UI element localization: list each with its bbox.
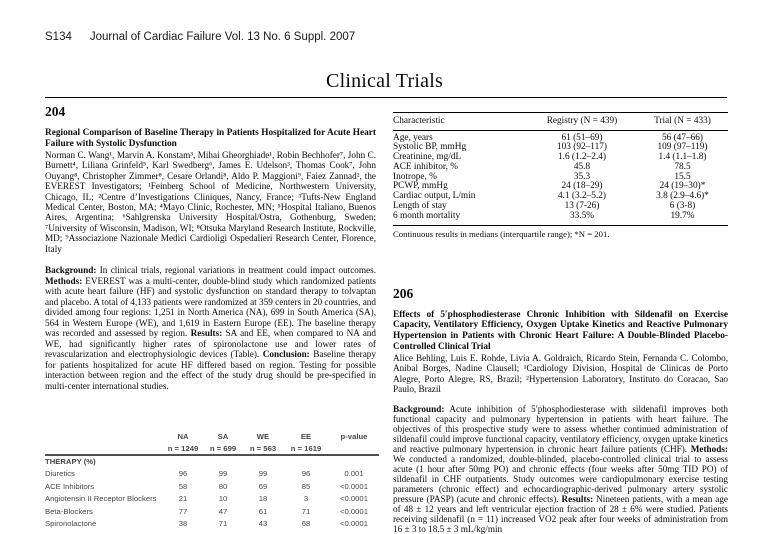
table-row — [45, 505, 379, 518]
row-label: ACE Inhibitors — [45, 481, 95, 491]
cell: 68 — [301, 519, 311, 529]
n-value: n = 563 — [243, 443, 283, 456]
abstract-204 — [45, 104, 376, 391]
n-value: n = 1619 — [283, 443, 329, 456]
cell: 47 — [218, 506, 228, 516]
col-header: Characteristic — [393, 113, 527, 131]
col-header: NA — [177, 431, 189, 441]
page-number: S134 — [45, 31, 72, 43]
body-text: Baseline therapy for patients hospitalized for acute HF differed based on region. Testing for possible interaction between region and the effect of the study drug should be pre-specified in multi-center international studies. — [45, 349, 376, 391]
body-text: We conducted a randomized, double-blinded, placebo-controlled clinical trial to assess acute (1 hour after 50mg PO) and chronic effects (four weeks after 50mg TID PO) of sildenafil in CHF outpatients. Study outcomes were cardiopulmonary exercise testing parameters (chronic effect) and echocardiographic-derived pulmonary artery systolic pressure (PASP) (acute and chronic effects). — [393, 453, 728, 504]
row-label: Length of stay — [393, 200, 447, 211]
cell: 15.5 — [674, 171, 691, 182]
results-label: Results: — [190, 328, 223, 339]
cell: 71 — [218, 519, 228, 529]
cell: 99 — [218, 469, 228, 479]
registry-trial-table — [393, 112, 728, 226]
n-value: n = 1249 — [163, 443, 203, 456]
cell: 99 — [258, 469, 268, 479]
cell: 35.3 — [573, 171, 591, 182]
cell: 3.8 (2.9–4.6)* — [656, 191, 709, 202]
results-label: Results: — [561, 493, 594, 504]
table-header-row — [45, 430, 379, 443]
cell: 10 — [218, 494, 228, 504]
cell: 38 — [178, 519, 188, 529]
row-label: Diuretics — [45, 469, 75, 479]
abstract-title: Effects of 5′phosphodiesterase Chronic Inhibition with Sildenafil on Exercise Capacity, Ventilatory Efficiency, Oxygen Uptake Kinetics and Reactive Pulmonary Hypertension in Patients with Chronic Heart Failure: A Double-Blinded Placebo-Controlled Clinical Trial — [393, 309, 728, 352]
cell: 0.001 — [344, 469, 364, 479]
journal-header — [45, 31, 355, 43]
right-column — [393, 112, 728, 534]
cell: 96 — [301, 469, 311, 479]
cell: 1.4 (1.1–1.8) — [658, 151, 707, 162]
section-label: THERAPY (%) — [45, 457, 96, 467]
cell: 45.8 — [573, 161, 591, 172]
col-header: WE — [256, 431, 270, 441]
cell: 43 — [258, 519, 268, 529]
table-n-row — [45, 443, 379, 456]
cell: 109 (97–119) — [657, 142, 708, 153]
table-row — [45, 480, 379, 493]
cell: 85 — [301, 481, 311, 491]
cell: 61 (51–69) — [561, 132, 603, 143]
therapy-table — [45, 430, 379, 530]
cell: 78.5 — [674, 161, 691, 172]
row-label: Systolic BP, mmHg — [393, 142, 467, 153]
body-text: Nineteen patients, with a mean age of 48 ± 12 years and left ventricular ejection fraction of 28 ± 6% were studied. Patients receiving sildenafil (n = 11) increased VO2 peak after four weeks of administration from 16 ± 3 to 18.5 ± 3 mL/kg/min — [393, 493, 728, 534]
cell: 69 — [258, 481, 268, 491]
row-label: Beta-Blockers — [45, 506, 93, 516]
row-label: 6 month mortality — [393, 210, 461, 221]
abstract-206 — [393, 286, 728, 534]
methods-label: Methods: — [690, 443, 728, 454]
cell: <0.0001 — [339, 506, 368, 516]
body-text: EVEREST was a multi-center, double-blind study which randomized patients with acute heart failure (HF) and systolic dysfunction on standard therapy to tolvaptan and placebo. A total of 4,133 patients were randomized at 359 centers in 20 countries, and divided among four regions: 1,251 in North America (NA), 699 in South America (SA), 564 in Western Europe (WE), and 1,619 in Eastern Europe (EE). The baseline therapy was recorded and assessed by region. — [45, 275, 376, 339]
section-title: Clinical Trials — [326, 70, 443, 92]
cell: 4.1 (3.2–5.2) — [557, 191, 607, 202]
cell: 1.6 (1.2–2.4) — [557, 151, 607, 162]
cell: 24 (19–30)* — [659, 181, 706, 192]
table-row — [45, 493, 379, 506]
cell: 103 (92–117) — [556, 142, 607, 153]
table-row — [45, 518, 379, 531]
cell: 71 — [301, 506, 311, 516]
n-value: n = 699 — [203, 443, 243, 456]
cell: 6 (3-8) — [669, 200, 696, 211]
journal-title: Journal of Cardiac Failure Vol. 13 No. 6 Suppl. 2007 — [89, 31, 356, 43]
abstract-body — [393, 404, 728, 534]
abstract-body — [45, 265, 376, 391]
conclusion-label: Conclusion: — [262, 349, 310, 360]
cell: 21 — [178, 494, 188, 504]
abstract-authors: Norman C. Wang¹, Marvin A. Konstam³, Mihai Gheorghiade¹, Robin Bechhofer⁷, John C. Burnett⁴, Liliana Grinfeld⁵, Karl Swedberg⁶, James E. Udelson³, Thomas Cook⁷, John Ouyang⁸, Christopher Zimmer⁸, Cesare Orlandi⁸, Aldo P. Maggioni⁹, Faiez Zannad², the EVEREST Investigators; ¹Feinberg School of Medicine, Northwestern University, Chicago, IL; ²Centre d’Investigations Cliniques, Nancy, France; ³Tufts-New England Medical Center, Boston, MA; ⁴Mayo Clinic, Rochester, MN; ⁵Hospital Italiano, Buenos Aires, Argentina; ⁶Sahlgrenska University Hospital/Ostra, Gothenburg, Sweden; ⁷University of Wisconsin, Madison, WI; ⁸Otsuka Maryland Research Institute, Rockville, MD; ⁹Associazione Nazionale Medici Cardioligi Ospedalieri Research Center, Florence, Italy — [45, 149, 376, 254]
row-label: Angiotensin II Receptor Blockers — [45, 494, 157, 504]
methods-label: Methods: — [45, 275, 83, 286]
col-header: p-value — [340, 431, 368, 441]
body-text: In clinical trials, regional variations in treatment could impact outcomes. — [96, 265, 376, 276]
row-label: Cardiac output, L/min — [393, 191, 476, 202]
table-row — [393, 212, 728, 225]
title-rule — [45, 97, 727, 98]
cell: 77 — [178, 506, 188, 516]
background-label: Background: — [45, 265, 97, 276]
body-text: SA and EE, when compared to NA and WE, had significantly higher rates of spironolactone use and lower rates of revascularization and electrophysiologic devices (Table). — [45, 328, 376, 360]
cell: 18 — [258, 494, 268, 504]
cell: 33.5% — [569, 210, 594, 221]
background-label: Background: — [393, 403, 445, 414]
cell: 58 — [178, 481, 188, 491]
cell: <0.0001 — [339, 494, 368, 504]
col-header: Trial (N = 433) — [637, 113, 728, 131]
col-header: EE — [300, 431, 312, 441]
cell: <0.0001 — [339, 519, 368, 529]
row-label: Spironolactone — [45, 519, 97, 529]
cell: 24 (18–29) — [561, 181, 603, 192]
cell: 61 — [258, 506, 268, 516]
cell: 19.7% — [670, 210, 695, 221]
row-label: ACE inhibitor, % — [393, 161, 458, 172]
cell: 56 (47–66) — [661, 132, 704, 143]
table-row — [45, 468, 379, 481]
abstract-number: 204 — [45, 104, 66, 119]
abstract-authors: Alice Behling, Luis E. Rohde, Livia A. Goldraich, Ricardo Stein, Fernanda C. Colombo, Anibal Borges, Nadine Clausell; ¹Cardiology Division, Hospital de Clinicas de Porto Alegre, Porto Alegre, RS, Brazil; ²Hypertension Laboratory, Instituto do Coracao, Sao Paulo, Brazil — [393, 352, 728, 395]
row-label: Inotrope, % — [393, 171, 437, 182]
cell: <0.0001 — [339, 481, 368, 491]
table-row — [393, 163, 728, 173]
abstract-number: 206 — [393, 285, 414, 301]
table-footnote: Continuous results in medians (interquartile range); *N = 201. — [393, 228, 610, 239]
row-label: Creatinine, mg/dL — [393, 151, 462, 162]
col-header: SA — [217, 431, 229, 441]
cell: 3 — [303, 494, 309, 504]
abstract-title: Regional Comparison of Baseline Therapy in Patients Hospitalized for Acute Heart Failure with Systolic Dysfunction — [45, 128, 376, 149]
cell: 13 (7-26) — [564, 200, 600, 211]
row-label: PCWP, mmHg — [393, 181, 448, 192]
cell: 80 — [218, 481, 228, 491]
body-text: Acute inhibition of 5′phosphodiesterase with sildenafil improves both functional capacity and pulmonary hypertension in patients with heart failure. The objectives of this prospective study were to assess whether continued administration of sildenafil could improve functional capacity, ventilatory efficiency, oxygen uptake kinetics and reactive pulmonary hypertension in chronic heart failure patients (CHF). — [393, 403, 728, 454]
table-section-row — [45, 455, 379, 468]
cell: 96 — [178, 469, 188, 479]
row-label: Age, years — [393, 132, 433, 143]
col-header: Registry (N = 439) — [527, 113, 637, 131]
table-header-row — [393, 113, 728, 131]
